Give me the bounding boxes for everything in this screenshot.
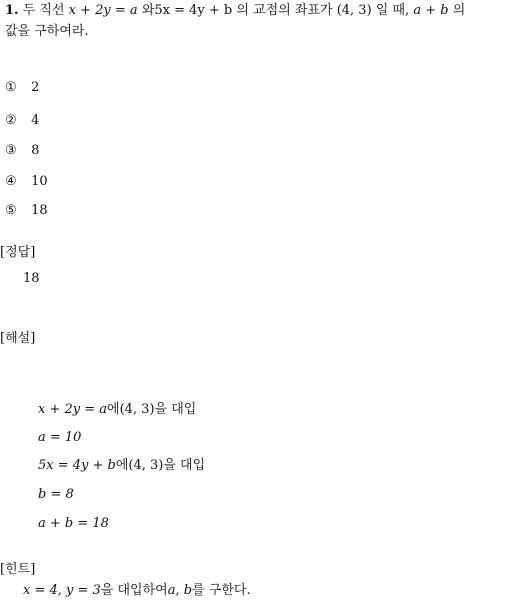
choice-5[interactable] bbox=[5, 204, 48, 217]
question-text-prefix: 두 직선 bbox=[22, 3, 65, 18]
question-text-when: 일 때, bbox=[375, 3, 410, 18]
step-math: x + 2y = a bbox=[38, 402, 108, 417]
choice-4[interactable] bbox=[5, 175, 48, 188]
choice-1[interactable] bbox=[5, 81, 39, 94]
solution-step-3 bbox=[38, 459, 205, 472]
choice-value: 18 bbox=[31, 203, 48, 218]
question-text-mid: 의 교점의 좌표가 bbox=[236, 3, 333, 18]
step-text: 에(4, 3)을 대입 bbox=[107, 402, 197, 417]
choice-mark: ① bbox=[5, 80, 17, 95]
step-math: 5x = 4y + b bbox=[38, 458, 116, 473]
equation-2: 와5x = 4y + b bbox=[141, 3, 233, 18]
point-coordinates: (4, 3) bbox=[336, 3, 372, 18]
equation-1: x + 2y = a bbox=[68, 3, 138, 18]
hint-text-1: 을 대입하여 bbox=[100, 583, 168, 598]
choice-mark: ③ bbox=[5, 143, 17, 158]
choice-mark: ④ bbox=[5, 174, 17, 189]
choice-mark: ⑤ bbox=[5, 203, 17, 218]
solution-step-1 bbox=[38, 403, 196, 416]
sum-expression: a + b bbox=[413, 3, 449, 18]
question-line-1 bbox=[5, 4, 465, 17]
choice-value: 10 bbox=[31, 174, 48, 189]
hint-text bbox=[23, 584, 251, 597]
choice-value: 2 bbox=[31, 80, 40, 95]
solution-step-4 bbox=[38, 488, 74, 501]
question-number: 1. bbox=[5, 3, 19, 18]
step-math: a + b = 18 bbox=[38, 516, 109, 531]
hint-text-2: 를 구한다. bbox=[192, 583, 251, 598]
question-line-2: 값을 구하여라. bbox=[5, 24, 89, 39]
choice-3[interactable] bbox=[5, 144, 39, 157]
choice-value: 8 bbox=[31, 143, 40, 158]
solution-step-2 bbox=[38, 431, 81, 444]
choice-2[interactable] bbox=[5, 114, 39, 127]
hint-label: [힌트] bbox=[0, 562, 36, 577]
solution-label: [해설] bbox=[0, 331, 36, 346]
solution-step-5 bbox=[38, 517, 109, 530]
step-text: 에(4, 3)을 대입 bbox=[115, 458, 206, 473]
hint-math-2: a, b bbox=[167, 583, 193, 598]
hint-math-1: x = 4, y = 3 bbox=[23, 583, 101, 598]
choice-value: 4 bbox=[31, 113, 40, 128]
choice-mark: ② bbox=[5, 113, 17, 128]
answer-label: [정답] bbox=[0, 245, 36, 260]
step-math: a = 10 bbox=[38, 430, 82, 445]
question-text-tail: 의 bbox=[452, 3, 466, 18]
answer-value: 18 bbox=[23, 271, 40, 286]
step-math: b = 8 bbox=[38, 487, 74, 502]
